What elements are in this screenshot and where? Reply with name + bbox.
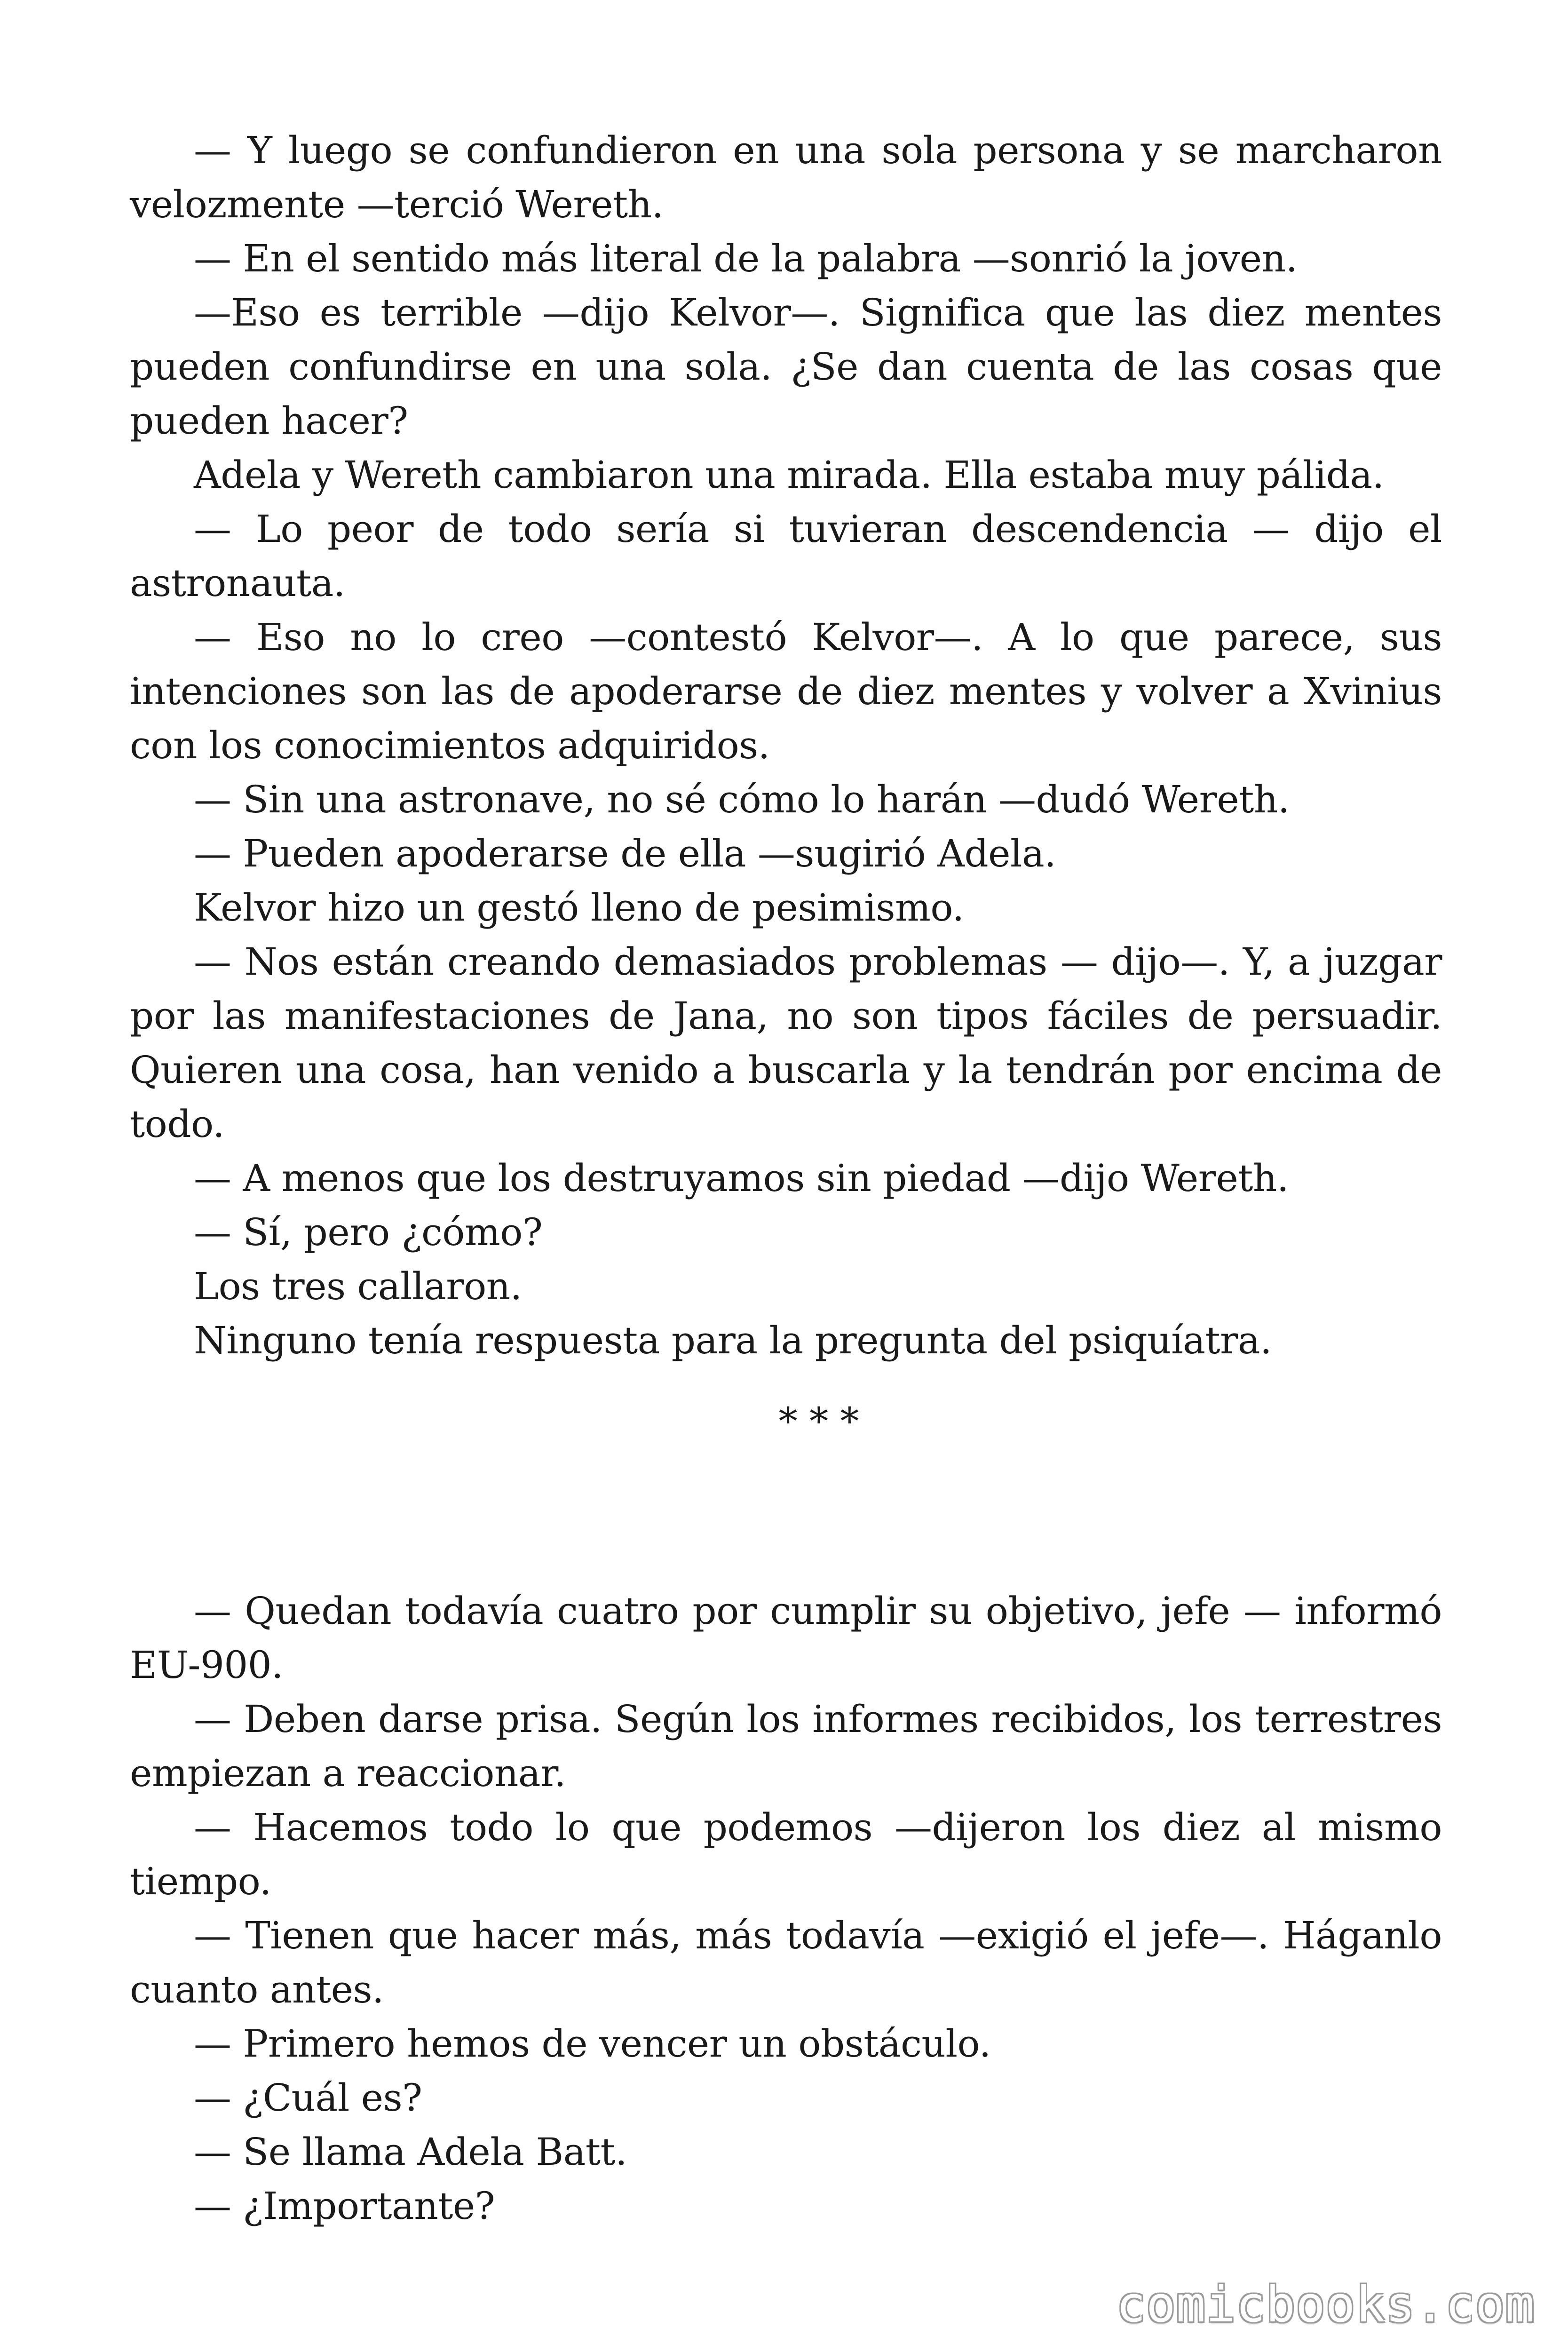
paragraph: —Eso es terrible —dijo Kelvor—. Significa que las diez mentes pueden confundirse en una sola. ¿Se dan cuenta de las cosas que pueden hacer? [130,291,1442,443]
section-2 [130,1584,1442,2233]
paragraph: — Deben darse prisa. Según los informes recibidos, los terrestres empiezan a reaccionar. [130,1697,1442,1795]
paragraph: — A menos que los destruyamos sin piedad —dijo Wereth. [194,1156,1289,1200]
book-page [130,123,1442,2233]
paragraph: — En el sentido más literal de la palabra —sonrió la joven. [194,237,1298,280]
paragraph: — Eso no lo creo —contestó Kelvor—. A lo que parece, sus intenciones son las de apoderarse de diez mentes y volver a Xvinius con los conocimientos adquiridos. [130,615,1442,767]
paragraph: — Tienen que hacer más, más todavía —exigió el jefe—. Háganlo cuanto antes. [130,1914,1442,2011]
paragraph: — Pueden apoderarse de ella —sugirió Adela. [194,832,1056,875]
paragraph: Adela y Wereth cambiaron una mirada. Ella estaba muy pálida. [194,453,1384,497]
paragraph: Ninguno tenía respuesta para la pregunta del psiquíatra. [194,1319,1272,1362]
separator-gap [130,1476,1442,1584]
paragraph: — Nos están creando demasiados problemas — dijo—. Y, a juzgar por las manifestaciones de Jana, no son tipos fáciles de persuadir. Quieren una cosa, han venido a buscarla y la tendrán por encima de todo. [130,940,1442,1146]
paragraph: — Primero hemos de vencer un obstáculo. [194,2022,991,2066]
paragraph: — Y luego se confundieron en una sola persona y se marcharon velozmente —terció Wereth. [130,128,1442,226]
section-1 [130,123,1442,1367]
paragraph: — Hacemos todo lo que podemos —dijeron los diez al mismo tiempo. [130,1805,1442,1903]
paragraph: — Sí, pero ¿cómo? [194,1210,543,1254]
paragraph: Kelvor hizo un gestó lleno de pesimismo. [194,886,964,930]
paragraph: — ¿Cuál es? [194,2076,422,2120]
paragraph: Los tres callaron. [194,1264,522,1308]
paragraph: — ¿Importante? [194,2184,495,2228]
paragraph: — Lo peor de todo sería si tuvieran descendencia — dijo el astronauta. [130,507,1442,605]
watermark-logo: comicbooks.com [1116,2276,1535,2333]
paragraph: — Sin una astronave, no sé cómo lo harán —dudó Wereth. [194,778,1290,821]
paragraph: — Se llama Adela Batt. [194,2130,627,2174]
paragraph: — Quedan todavía cuatro por cumplir su objetivo, jefe — informó EU-900. [130,1589,1442,1687]
scene-separator: * * * [778,1399,859,1443]
